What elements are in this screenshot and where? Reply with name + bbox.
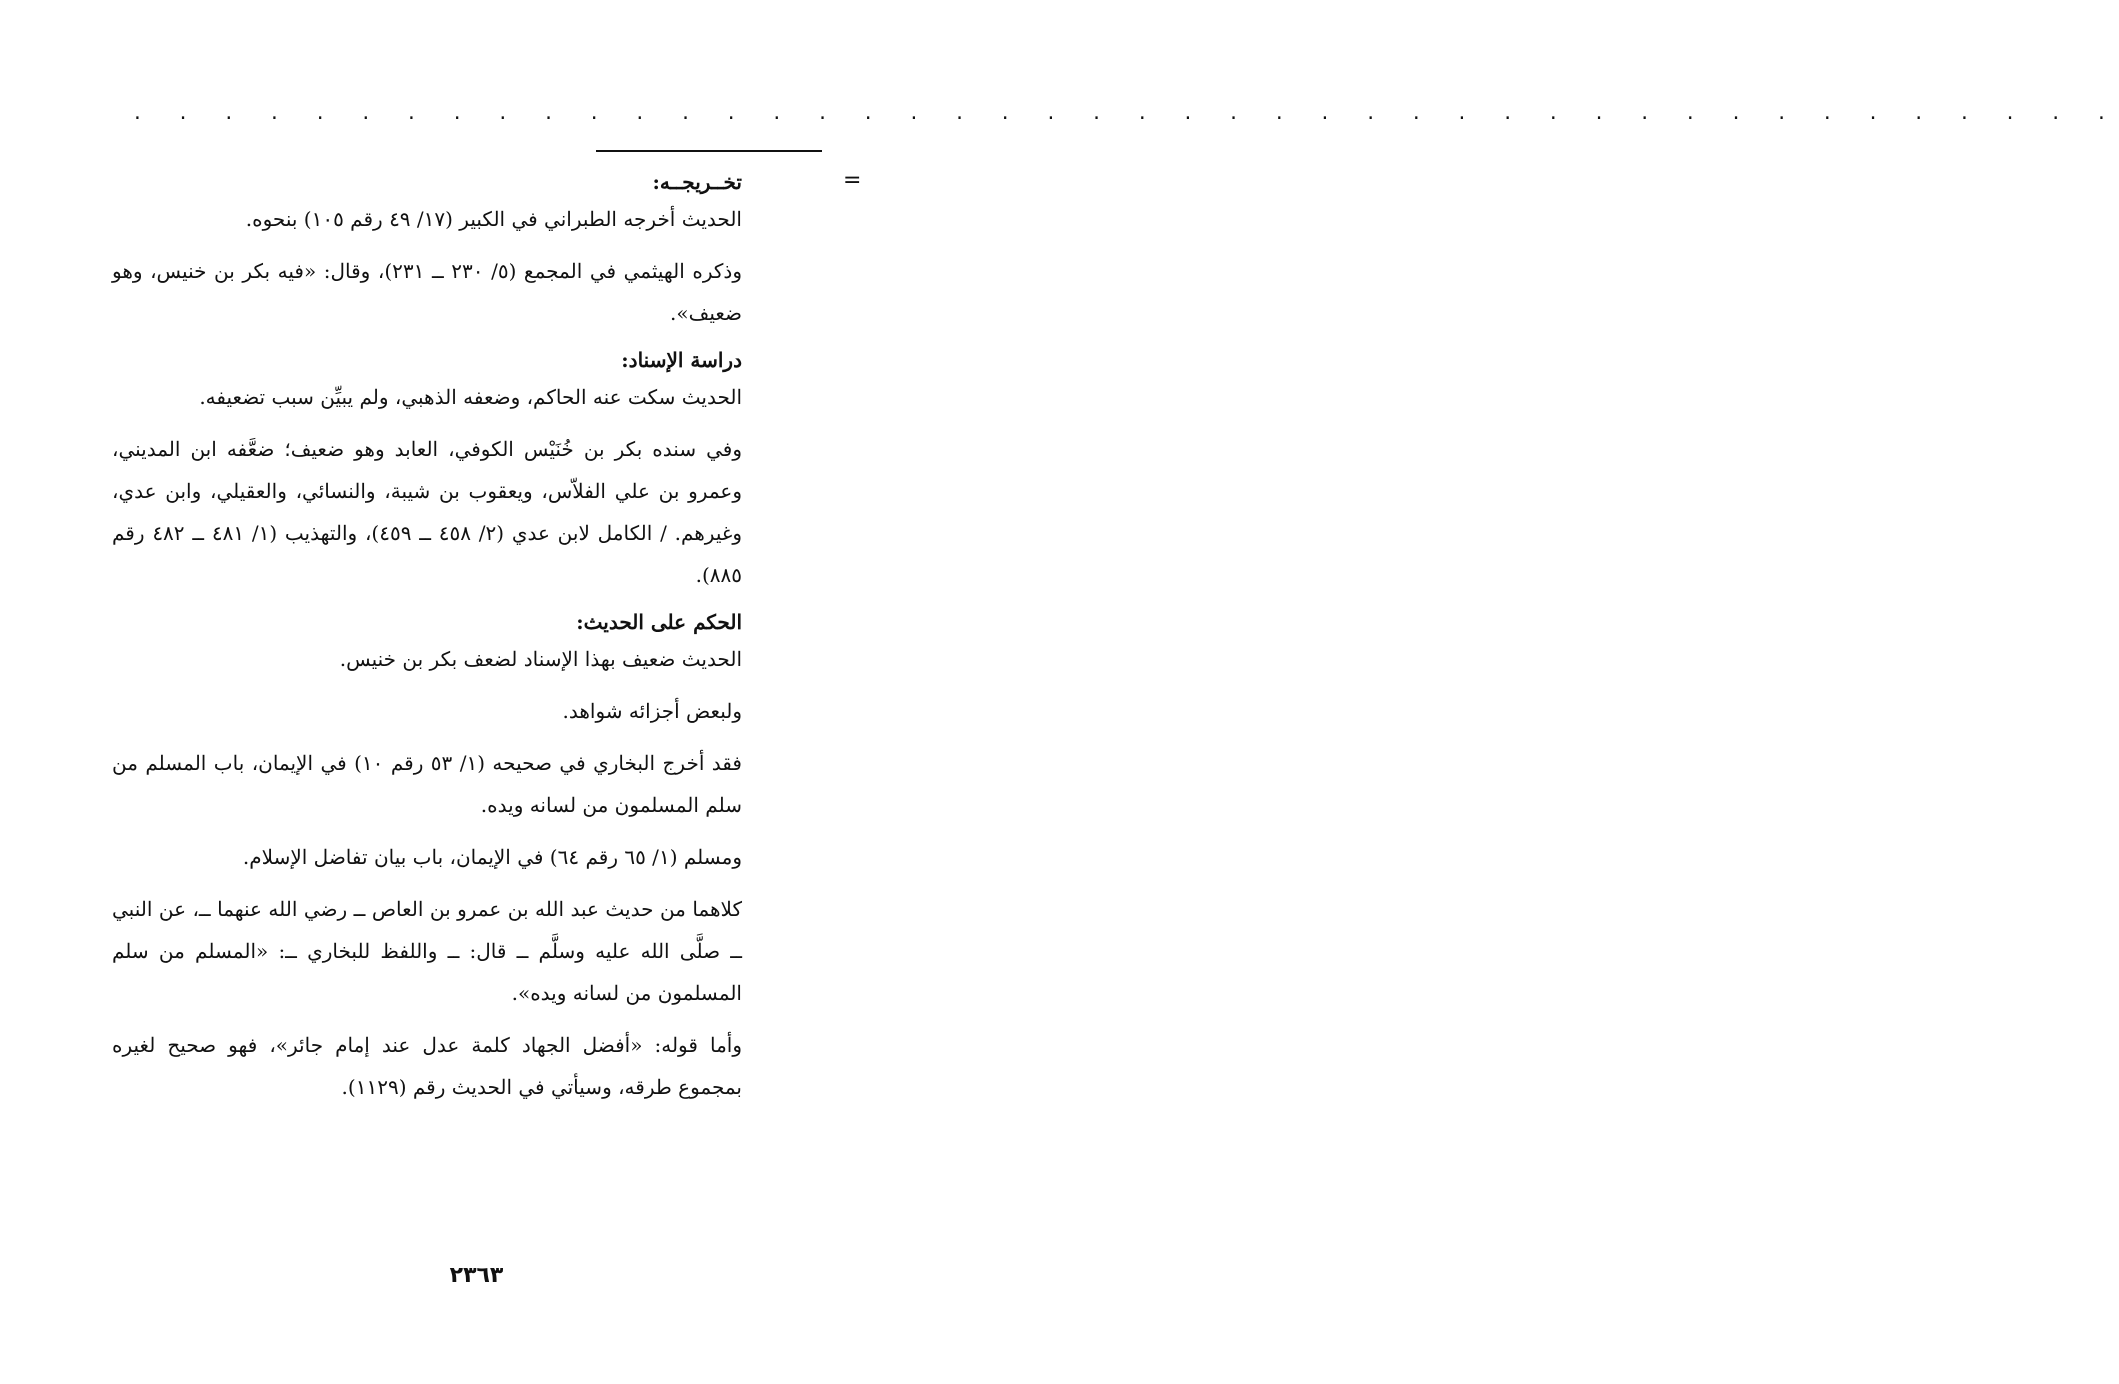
page-body [112, 166, 742, 1118]
paragraph: الحديث أخرجه الطبراني في الكبير (١٧/ ٤٩ رقم ١٠٥) بنحوه. [245, 207, 742, 231]
heading-hukm: الحكم على الحديث: [576, 610, 742, 634]
continuation-mark: = [843, 168, 862, 193]
paragraph: وأما قوله: «أفضل الجهاد كلمة عدل عند إمام جائر»، فهو صحيح لغيره بمجموع طرقه، وسيأتي في الحديث رقم (١١٢٩). [112, 1033, 742, 1099]
paragraph: الحديث سكت عنه الحاكم، وضعفه الذهبي، ولم يبيِّن سبب تضعيفه. [199, 385, 742, 409]
page-number: ٢٣٦٣ [449, 1263, 504, 1288]
heading-isnad: دراسة الإسناد: [621, 348, 742, 372]
paragraph: الحديث ضعيف بهذا الإسناد لضعف بكر بن خنيس. [339, 647, 742, 671]
dotted-separator: . . . . . . . . . . . . . . . . . . . . . . . . . . . . . . . . . . . . . . . . . . . . [132, 103, 2119, 124]
paragraph: ولبعض أجزائه شواهد. [562, 699, 742, 723]
paragraph: وذكره الهيثمي في المجمع (٥/ ٢٣٠ ــ ٢٣١)، وقال: «فيه بكر بن خنيس، وهو ضعيف». [112, 259, 742, 325]
paragraph: ومسلم (١/ ٦٥ رقم ٦٤) في الإيمان، باب بيان تفاضل الإسلام. [242, 845, 742, 869]
paragraph: كلاهما من حديث عبد الله بن عمرو بن العاص ــ رضي الله عنهما ــ، عن النبي ــ صلَّى الله عليه وسلَّم ــ قال: ــ واللفظ للبخاري ــ: «المسلم من سلم المسلمون من لسانه ويده». [112, 897, 742, 1005]
heading-takhrij: تخــريجــه: [652, 170, 742, 194]
footnote-rule [596, 150, 822, 152]
paragraph: فقد أخرج البخاري في صحيحه (١/ ٥٣ رقم ١٠) في الإيمان، باب المسلم من سلم المسلمون من لسانه ويده. [112, 751, 742, 817]
paragraph: وفي سنده بكر بن خُنَيْس الكوفي، العابد وهو ضعيف؛ ضعَّفه ابن المديني، وعمرو بن علي الفلاّس، ويعقوب بن شيبة، والنسائي، والعقيلي، وابن عدي، وغيرهم. / الكامل لابن عدي (٢/ ٤٥٨ ــ ٤٥٩)، والتهذيب (١/ ٤٨١ ــ ٤٨٢ رقم ٨٨٥). [112, 437, 742, 587]
